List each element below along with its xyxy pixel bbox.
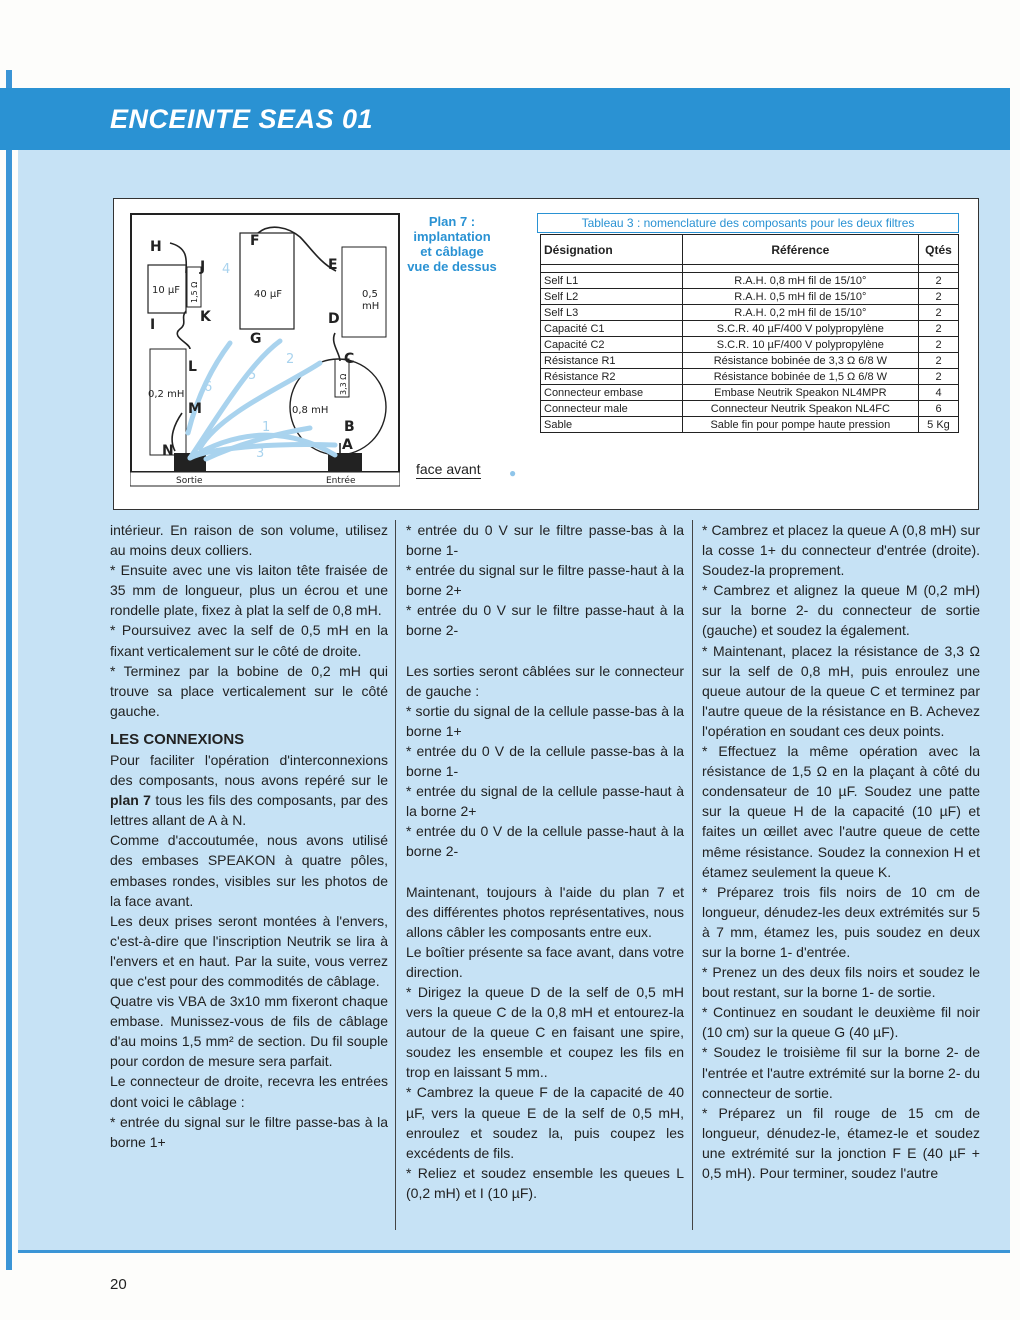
paragraph: Le boîtier présente sa face avant, dans votre direction. [406,943,684,980]
svg-text:Entrée: Entrée [326,476,356,486]
paragraph: Quatre vis VBA de 3x10 mm fixeront chaque embase. Munissez-vous de fils de câblage d'au moins 1,5 mm² de section. Du fil souple pour cordon de mesure sera parfait. [110,993,388,1070]
paragraph: * entrée du signal de la cellule passe-haut à la borne 2+ [406,783,684,820]
paragraph: Comme d'accoutumée, nous avons utilisé des embases SPEAKON à quatre pôles, embases rondes, visibles sur les photos de la face avant. [110,832,388,909]
paragraph: * Continuez en soudant le deuxième fil noir (10 cm) sur la queue G (40 µF). [702,1004,980,1041]
svg-text:E: E [328,257,338,273]
svg-text:0,5: 0,5 [362,289,378,300]
plan-caption: Plan 7 : implantation et câblage vue de dessus [407,214,497,274]
svg-text:I: I [150,317,156,333]
column-divider [692,520,693,1230]
svg-text:D: D [328,311,340,327]
svg-text:4: 4 [222,262,231,277]
svg-text:F: F [250,233,260,249]
paragraph: * Cambrez et placez la queue A (0,8 mH) sur la cosse 1+ du connecteur d'entrée (droite). Soudez-la proprement. [702,522,980,579]
paragraph: Les sorties seront câblées sur le connecteur de gauche : [406,662,684,699]
table-row: Sable Sable fin pour pompe haute pression 5 Kg [541,417,959,433]
paragraph: * entrée du 0 V de la cellule passe-haut à la borne 2- [406,823,684,860]
svg-text:6: 6 [204,380,213,395]
svg-text:0,2 mH: 0,2 mH [148,389,185,400]
svg-text:M: M [188,401,202,417]
capacitor-40uf [240,233,294,329]
column-divider [395,520,396,1230]
svg-text:10 µF: 10 µF [152,285,181,296]
table-header: Désignation [541,235,683,265]
table-row: Connecteur embase Embase Neutrik Speakon NL4MPR 4 [541,385,959,401]
paragraph: * Préparez un fil rouge de 15 cm de longueur, dénudez-le, étamez-le et soudez une extrémité sur la jonction F E (40 µF + 0,5 mH). Pour terminer, soudez l'autre [702,1104,980,1181]
bullet-dot: ● [509,466,517,480]
svg-text:Sortie: Sortie [176,476,203,486]
table-row: Résistance R2 Résistance bobinée de 1,5 Ω 6/8 W 2 [541,369,959,385]
svg-text:J: J [200,259,206,275]
paragraph: * Poursuivez avec la self de 0,5 mH en la fixant verticalement sur le côté de droite. [110,622,388,659]
paragraph: Les deux prises seront montées à l'envers, c'est-à-dire que l'inscription Neutrik se lira à l'envers et en haut. Par la suite, vous verrez que c'est pour des commodités de câblage. [110,912,388,989]
bottom-rule [18,1250,1010,1253]
svg-text:40 µF: 40 µF [254,289,283,300]
svg-text:L: L [188,359,197,375]
table-row: Self L2 R.A.H. 0,5 mH fil de 15/10° 2 [541,289,959,305]
paragraph: * entrée du signal sur le filtre passe-bas à la borne 1+ [110,1113,388,1150]
svg-text:B: B [344,419,355,435]
svg-text:5: 5 [248,368,257,383]
page-title: ENCEINTE SEAS 01 [110,104,374,134]
paragraph: * Préparez trois fils noirs de 10 cm de longueur, dénudez-les deux extrémités sur 5 à 7 mm, étamez les, puis soudez en deux sur la borne 1- d'entrée. [702,883,980,960]
left-margin-rule [6,70,12,1270]
face-avant-label: face avant [416,461,481,477]
svg-text:3: 3 [256,446,265,461]
paragraph: * Dirigez la queue D de la self de 0,5 mH vers la queue C de la 0,8 mH et entourez-la autour de la queue C en faisant une spire, soudez les ensemble et coupez les fils en trop en laissant 5 mm.. [406,983,684,1081]
svg-text:G: G [250,331,262,347]
svg-text:A: A [342,437,353,453]
wiring-plan-diagram [130,213,400,488]
svg-text:1: 1 [262,420,271,435]
paragraph: Pour faciliter l'opération d'interconnexions des composants, nous avons repéré sur le plan 7 tous les fils des composants, par des lettres allant de A à N. [110,751,388,829]
table-header: Qtés [919,235,959,265]
paragraph: * sortie du signal de la cellule passe-bas à la borne 1+ [406,702,684,739]
table-row: Résistance R1 Résistance bobinée de 3,3 Ω 6/8 W 2 [541,353,959,369]
table-row: Capacité C2 S.C.R. 10 µF/400 V polypropylène 2 [541,337,959,353]
paragraph: * entrée du 0 V de la cellule passe-bas à la borne 1- [406,742,684,780]
table-row: Capacité C1 S.C.R. 40 µF/400 V polypropylène 2 [541,321,959,337]
table-row: Self L1 R.A.H. 0,8 mH fil de 15/10° 2 [541,273,959,289]
paragraph: * Maintenant, placez la résistance de 3,3 Ω sur la self de 0,8 mH, puis enroulez une queue autour de la queue C et terminez par l'autre queue de la résistance en B. Achevez l'opération en soudant ces deux points. [702,642,980,739]
paragraph: * Reliez et soudez ensemble les queues L (0,2 mH) et I (10 µF). [406,1164,684,1201]
page-number: 20 [110,1276,127,1293]
table-header: Référence [682,235,918,265]
text-column-middle [406,520,684,1203]
paragraph: * Soudez le troisième fil sur la borne 2- de l'entrée et l'autre extrémité sur la borne 2- du connecteur de sortie. [702,1044,980,1101]
svg-text:H: H [150,239,162,255]
svg-text:0,8 mH: 0,8 mH [292,405,329,416]
paragraph: * Ensuite avec une vis laiton tête fraisée de 35 mm de longueur, plus un écrou et une rondelle plate, fixez à plat la self de 0,8 mH. [110,562,388,619]
svg-text:1,5 Ω: 1,5 Ω [190,281,199,303]
paragraph: * entrée du 0 V sur le filtre passe-bas à la borne 1- [406,522,684,559]
svg-text:N: N [162,443,174,459]
paragraph: * Cambrez et alignez la queue M (0,2 mH) sur la borne 2- du connecteur de sortie (gauche) et soudez la également. [702,582,980,639]
svg-text:C: C [344,351,355,367]
self-0-2mh [150,349,186,455]
paragraph: * entrée du 0 V sur le filtre passe-haut à la borne 2- [406,602,684,639]
svg-text:mH: mH [362,301,380,312]
text-column-right [702,520,980,1183]
paragraph: intérieur. En raison de son volume, utilisez au moins deux colliers. [110,522,388,559]
paragraph: * Prenez un des deux fils noirs et soudez le bout restant, sur la borne 1- de sortie. [702,964,980,1001]
paragraph: * Effectuez la même opération avec la résistance de 1,5 Ω en la plaçant à côté du condensateur de 10 µF. Soudez une patte sur la queue H de la capacité (10 µF) et faites un œillet avec l'autre queue de cette même résistance. Soudez la connexion H et étamez seulement la queue K. [702,743,980,880]
svg-text:K: K [200,309,211,325]
paragraph: Maintenant, toujours à l'aide du plan 7 et des différentes photos représentatives, nous allons câbler les composants entre eux. [406,883,684,940]
svg-text:3,3 Ω: 3,3 Ω [339,373,348,395]
text-column-left [110,520,388,1152]
table-row: Self L3 R.A.H. 0,2 mH fil de 15/10° 2 [541,305,959,321]
paragraph: * Cambrez la queue F de la capacité de 40 µF, vers la queue E de la self de 0,5 mH, enroulez et soudez la, puis coupez les excédents de fils. [406,1084,684,1161]
table-title: Tableau 3 : nomenclature des composants pour les deux filtres [537,213,959,233]
section-heading: LES CONNEXIONS [110,730,245,748]
table-row: Connecteur male Connecteur Neutrik Speakon NL4FC 6 [541,401,959,417]
paragraph: Le connecteur de droite, recevra les entrées dont voici le câblage : [110,1073,388,1110]
svg-text:2: 2 [286,352,295,367]
paragraph: * entrée du signal sur le filtre passe-haut à la borne 2+ [406,562,684,599]
components-table [540,234,959,433]
paragraph: * Terminez par la bobine de 0,2 mH qui trouve sa place verticalement sur le côté gauche. [110,662,388,719]
